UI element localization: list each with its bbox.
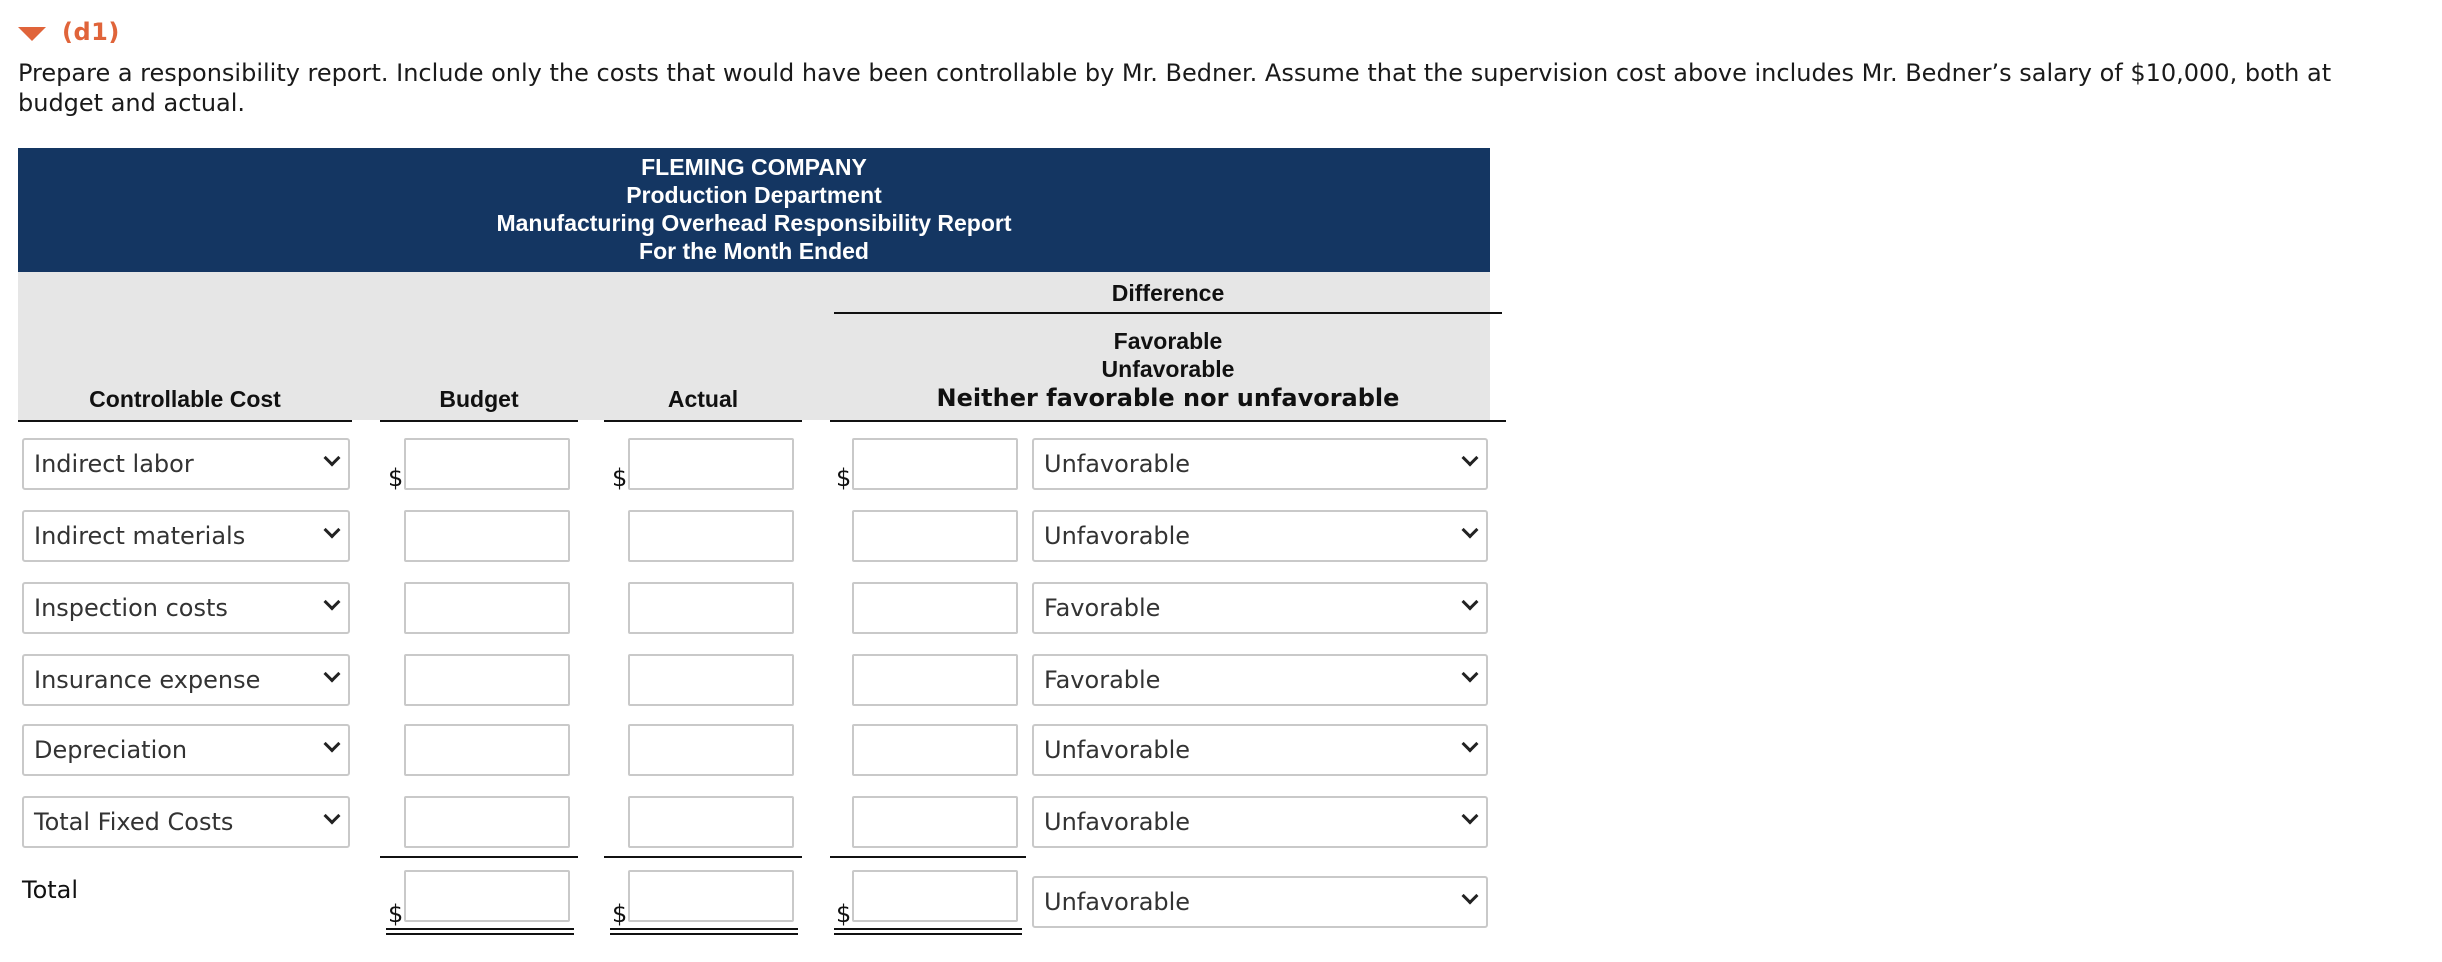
difference-underline [834,312,1502,314]
chevron-down-icon [324,522,341,539]
header-underline-cost [18,420,352,422]
chevron-down-icon [324,808,341,825]
direction-select-value: Unfavorable [1044,522,1191,550]
budget-input[interactable] [404,510,570,562]
header-underline-actual [604,420,802,422]
actual-input[interactable] [628,724,794,776]
actual-input[interactable] [628,582,794,634]
direction-select[interactable] [1032,796,1488,848]
direction-select[interactable] [1032,438,1488,490]
difference-option-neither: Neither favorable nor unfavorable [936,384,1400,412]
total-rule-budget [380,856,578,858]
total-actual-input[interactable] [628,870,794,922]
budget-input[interactable] [404,654,570,706]
direction-select-value: Unfavorable [1044,450,1191,478]
budget-input[interactable] [404,582,570,634]
difference-input[interactable] [852,582,1018,634]
section-toggle[interactable] [18,18,120,46]
chevron-down-icon [324,450,341,467]
chevron-down-icon [324,594,341,611]
chevron-down-icon [1462,594,1479,611]
dollar-sign: $ [612,464,628,492]
cost-select-value: Depreciation [34,736,188,764]
difference-input[interactable] [852,510,1018,562]
cost-select[interactable] [22,796,350,848]
dollar-sign: $ [612,900,628,928]
total-double-rule-actual [610,928,798,935]
report-header [18,148,1490,272]
actual-input[interactable] [628,796,794,848]
cost-select-value: Indirect materials [34,522,246,550]
total-double-rule-budget [386,928,574,935]
difference-input[interactable] [852,724,1018,776]
cost-select[interactable] [22,654,350,706]
actual-input[interactable] [628,438,794,490]
collapse-triangle-icon[interactable] [18,27,46,41]
total-rule-actual [604,856,802,858]
dollar-sign: $ [388,464,404,492]
cost-select[interactable] [22,724,350,776]
dollar-sign: $ [836,464,852,492]
direction-select-value: Favorable [1044,666,1161,694]
direction-select[interactable] [1032,582,1488,634]
direction-select[interactable] [1032,510,1488,562]
dollar-sign: $ [836,900,852,928]
total-label: Total [22,876,79,904]
cost-select[interactable] [22,438,350,490]
col-header-budget: Budget [439,386,519,412]
chevron-down-icon [1462,736,1479,753]
col-header-controllable-cost: Controllable Cost [89,386,281,412]
report-period: For the Month Ended [639,238,869,264]
cost-select-value: Insurance expense [34,666,261,694]
total-rule-difference [830,856,1026,858]
total-difference-input[interactable] [852,870,1018,922]
company-name: FLEMING COMPANY [641,154,867,180]
header-underline-difference [830,420,1506,422]
header-underline-budget [380,420,578,422]
chevron-down-icon [324,736,341,753]
budget-input[interactable] [404,724,570,776]
chevron-down-icon [324,666,341,683]
chevron-down-icon [1462,888,1479,905]
dollar-sign: $ [388,900,404,928]
cost-select[interactable] [22,510,350,562]
actual-input[interactable] [628,510,794,562]
difference-option-favorable: Favorable [1113,328,1223,354]
chevron-down-icon [1462,808,1479,825]
total-direction-select[interactable] [1032,876,1488,928]
difference-option-unfavorable: Unfavorable [1101,356,1235,382]
total-double-rule-difference [834,928,1022,935]
cost-select-value: Indirect labor [34,450,194,478]
col-header-difference: Difference [1111,280,1225,306]
budget-input[interactable] [404,796,570,848]
direction-select[interactable] [1032,724,1488,776]
direction-select-value: Favorable [1044,594,1161,622]
budget-input[interactable] [404,438,570,490]
direction-select-value: Unfavorable [1044,808,1191,836]
actual-input[interactable] [628,654,794,706]
col-header-actual: Actual [667,386,739,412]
direction-select[interactable] [1032,654,1488,706]
total-budget-input[interactable] [404,870,570,922]
difference-input[interactable] [852,438,1018,490]
direction-select-value: Unfavorable [1044,736,1191,764]
direction-select-value: Unfavorable [1044,888,1191,916]
cost-select-value: Inspection costs [34,594,228,622]
cost-select[interactable] [22,582,350,634]
chevron-down-icon [1462,666,1479,683]
cost-select-value: Total Fixed Costs [34,808,234,836]
difference-input[interactable] [852,796,1018,848]
difference-input[interactable] [852,654,1018,706]
section-label: (d1) [62,18,120,46]
instructions-text: Prepare a responsibility report. Include only the costs that would have been controllable by Mr. Bedner. Assume that the supervision cost above includes Mr. Bedner’s salary of $10,000, both at budget and actual. [18,59,2332,117]
chevron-down-icon [1462,522,1479,539]
report-name: Manufacturing Overhead Responsibility Report [496,210,1012,236]
chevron-down-icon [1462,450,1479,467]
department-name: Production Department [626,182,882,208]
